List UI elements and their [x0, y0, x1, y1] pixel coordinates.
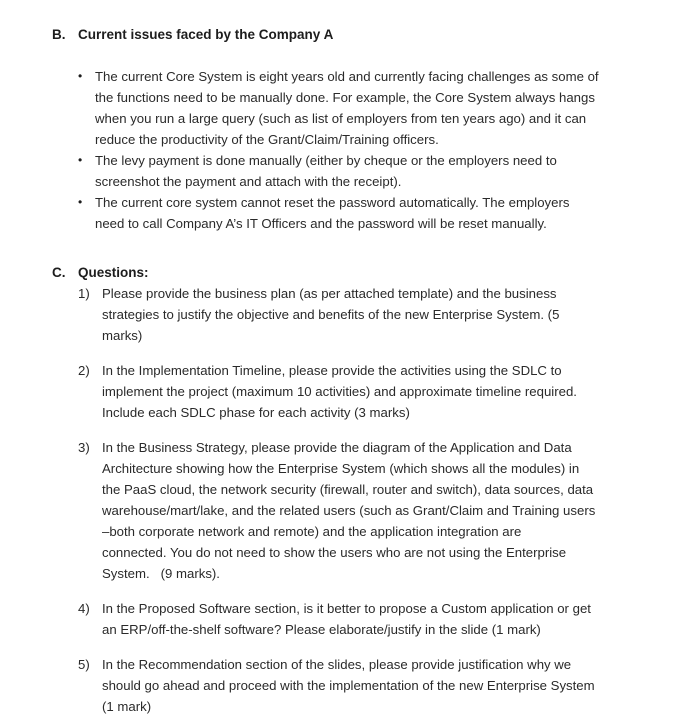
- question-text: [102, 360, 661, 423]
- list-item: [0, 283, 674, 346]
- text-line: implement the project (maximum 10 activities) and approximate timeline required.: [102, 384, 577, 399]
- text-line: The levy payment is done manually (either by cheque or the employers need to: [95, 153, 557, 168]
- question-text: [102, 598, 661, 640]
- section-heading-issues: [0, 24, 674, 45]
- text-line: –both corporate network and remote) and the application integration are: [102, 524, 522, 539]
- question-text: [102, 283, 661, 346]
- text-line: Please provide the business plan (as per attached template) and the business: [102, 286, 557, 301]
- question-number: 2): [78, 363, 90, 378]
- issues-bullet-list: [0, 66, 674, 234]
- text-line: marks): [102, 328, 143, 343]
- questions-list: [0, 283, 674, 717]
- text-line: The current Core System is eight years old and currently facing challenges as some of: [95, 69, 599, 84]
- spacer-after-issues-heading: [0, 45, 674, 66]
- text-line: In the Implementation Timeline, please provide the activities using the SDLC to: [102, 363, 562, 378]
- text-line: when you run a large query (such as list of employers from ten years ago) and it can: [95, 111, 587, 126]
- text-line: the PaaS cloud, the network security (firewall, router and switch), data sources, data: [102, 482, 594, 497]
- spacer-between-questions: [0, 640, 674, 654]
- bullet-text: [95, 192, 660, 234]
- question-number: 1): [78, 286, 90, 301]
- list-item: [0, 654, 674, 717]
- section-title-questions: Questions:: [78, 265, 149, 280]
- list-item: [0, 150, 674, 192]
- section-marker-c: C.: [52, 265, 66, 280]
- text-line: In the Business Strategy, please provide the diagram of the Application and Data: [102, 440, 572, 455]
- section-marker-b: B.: [52, 27, 66, 42]
- spacer-between-questions: [0, 423, 674, 437]
- text-line: connected. You do not need to show the users who are not using the Enterprise: [102, 545, 567, 560]
- text-line: (1 mark): [102, 699, 152, 714]
- spacer-between-questions: [0, 584, 674, 598]
- text-line: warehouse/mart/lake, and the related users (such as Grant/Claim and Training users: [102, 503, 596, 518]
- bullet-text: [95, 150, 660, 192]
- bullet-icon: •: [78, 195, 83, 209]
- text-line: The current core system cannot reset the password automatically. The employers: [95, 195, 570, 210]
- list-item: [0, 66, 674, 150]
- question-number: 5): [78, 657, 90, 672]
- text-line: strategies to justify the objective and benefits of the new Enterprise System. (5: [102, 307, 560, 322]
- text-line: an ERP/off-the-shelf software? Please elaborate/justify in the slide (1 mark): [102, 622, 541, 637]
- text-line: Architecture showing how the Enterprise System (which shows all the modules) in: [102, 461, 580, 476]
- text-line: In the Proposed Software section, is it better to propose a Custom application or get: [102, 601, 591, 616]
- section-title-issues: Current issues faced by the Company A: [78, 27, 334, 42]
- top-spacer: [0, 0, 674, 24]
- question-number: 4): [78, 601, 90, 616]
- section-heading-questions: [0, 262, 674, 283]
- text-line: need to call Company A’s IT Officers and the password will be reset manually.: [95, 216, 547, 231]
- list-item: [0, 598, 674, 640]
- spacer-before-questions: [0, 234, 674, 262]
- text-line: System. (9 marks).: [102, 566, 220, 581]
- list-item: [0, 437, 674, 584]
- question-number: 3): [78, 440, 90, 455]
- text-line: should go ahead and proceed with the implementation of the new Enterprise System: [102, 678, 595, 693]
- question-text: [102, 654, 661, 717]
- text-line: screenshot the payment and attach with the receipt).: [95, 174, 402, 189]
- list-item: [0, 192, 674, 234]
- text-line: the functions need to be manually done. For example, the Core System always hangs: [95, 90, 595, 105]
- bullet-icon: •: [78, 153, 83, 167]
- list-item: [0, 360, 674, 423]
- text-line: Include each SDLC phase for each activity (3 marks): [102, 405, 410, 420]
- text-line: reduce the productivity of the Grant/Claim/Training officers.: [95, 132, 439, 147]
- text-line: In the Recommendation section of the slides, please provide justification why we: [102, 657, 572, 672]
- bullet-text: [95, 66, 660, 150]
- question-text: [102, 437, 661, 584]
- bullet-icon: •: [78, 69, 83, 83]
- spacer-between-questions: [0, 346, 674, 360]
